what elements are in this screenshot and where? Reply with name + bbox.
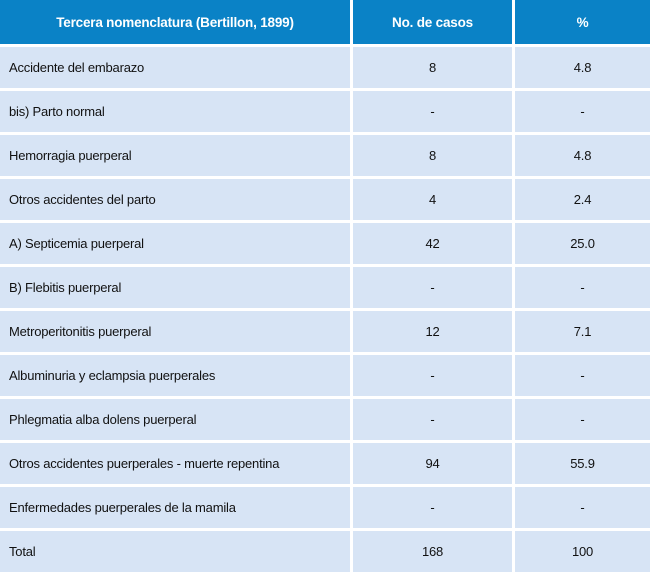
- cell-cases: 4: [353, 179, 515, 223]
- table-row: [0, 487, 650, 531]
- cell-percent: 2.4: [515, 179, 650, 223]
- table-row: [0, 399, 650, 443]
- table-row: [0, 311, 650, 355]
- cell-percent: 7.1: [515, 311, 650, 355]
- cell-label: Hemorragia puerperal: [0, 135, 353, 179]
- header-cases: No. de casos: [353, 0, 515, 47]
- cell-percent: 100: [515, 531, 650, 575]
- cell-label: Accidente del embarazo: [0, 47, 353, 91]
- cell-cases: 8: [353, 135, 515, 179]
- header-percent: %: [515, 0, 650, 47]
- cell-label: bis) Parto normal: [0, 91, 353, 135]
- header-nomenclature: Tercera nomenclatura (Bertillon, 1899): [0, 0, 353, 47]
- table-row: [0, 135, 650, 179]
- cell-cases: 42: [353, 223, 515, 267]
- cell-cases: -: [353, 487, 515, 531]
- table-row: [0, 91, 650, 135]
- cell-label: Albuminuria y eclampsia puerperales: [0, 355, 353, 399]
- cell-cases: 94: [353, 443, 515, 487]
- cell-label: A) Septicemia puerperal: [0, 223, 353, 267]
- cell-cases: -: [353, 267, 515, 311]
- cell-percent: -: [515, 267, 650, 311]
- cell-percent: -: [515, 355, 650, 399]
- cell-percent: -: [515, 91, 650, 135]
- cell-label: Phlegmatia alba dolens puerperal: [0, 399, 353, 443]
- cell-cases: -: [353, 355, 515, 399]
- cell-label: Otros accidentes puerperales - muerte repentina: [0, 443, 353, 487]
- table-row: [0, 443, 650, 487]
- table-row: [0, 179, 650, 223]
- cell-cases: -: [353, 91, 515, 135]
- cell-cases: 12: [353, 311, 515, 355]
- cell-percent: 4.8: [515, 135, 650, 179]
- table-row: [0, 47, 650, 91]
- table-row: [0, 355, 650, 399]
- header-row: [0, 0, 650, 47]
- cell-label: Enfermedades puerperales de la mamila: [0, 487, 353, 531]
- cell-label: Total: [0, 531, 353, 575]
- cell-cases: 8: [353, 47, 515, 91]
- cell-label: Metroperitonitis puerperal: [0, 311, 353, 355]
- cell-percent: 25.0: [515, 223, 650, 267]
- cell-cases: 168: [353, 531, 515, 575]
- cell-label: B) Flebitis puerperal: [0, 267, 353, 311]
- cell-percent: -: [515, 399, 650, 443]
- cell-label: Otros accidentes del parto: [0, 179, 353, 223]
- table-row: [0, 223, 650, 267]
- table-row: [0, 267, 650, 311]
- cell-percent: -: [515, 487, 650, 531]
- cell-percent: 4.8: [515, 47, 650, 91]
- cell-percent: 55.9: [515, 443, 650, 487]
- total-row: [0, 531, 650, 575]
- cell-cases: -: [353, 399, 515, 443]
